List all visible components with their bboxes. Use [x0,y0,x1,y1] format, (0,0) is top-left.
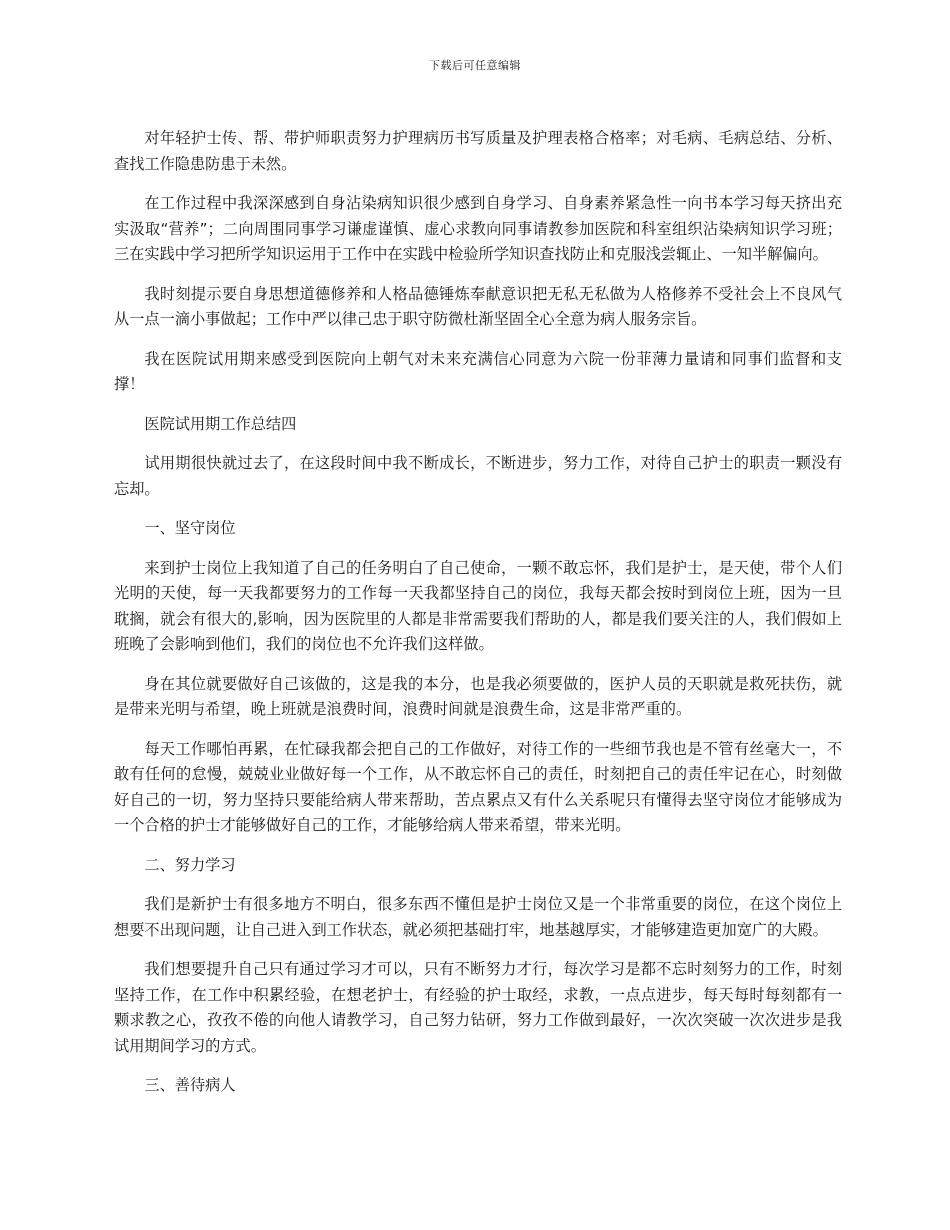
paragraph: 对年轻护士传、帮、带护师职责努力护理病历书写质量及护理表格合格率；对毛病、毛病总结、分析、查找工作隐患防患于未然。 [114,129,842,173]
paragraph: 身在其位就要做好自己该做的，这是我的本分，也是我必须要做的，医护人员的天职就是救死扶伤，就是带来光明与希望，晚上班就是浪费时间，浪费时间就是浪费生命，这是非常严重的。 [114,674,842,718]
paragraph: 试用期很快就过去了，在这段时间中我不断成长，不断进步，努力工作，对待自己护士的职责一颗没有忘却。 [114,454,842,498]
paragraph: 我们是新护士有很多地方不明白，很多东西不懂但是护士岗位又是一个非常重要的岗位，在这个岗位上想要不出现问题，让自己进入到工作状态，就必须把基础打牢，地基越厚实，才能够建造更加宽广的大殿。 [114,895,842,939]
paragraph: 在工作过程中我深深感到自身沾染病知识很少感到自身学习、自身素养紧急性一向书本学习每天挤出充实汲取“营养”；二向周围同事学习谦虚谨慎、虚心求教向同事请教参加医院和科室组织沾染病知识学习班；三在实践中学习把所学知识运用于工作中在实践中检验所学知识查找防止和克服浅尝辄止、一知半解偏向。 [114,194,842,263]
section-heading: 二、努力学习 [144,855,236,874]
paragraph: 来到护士岗位上我知道了自己的任务明白了自己使命，一颗不敢忘怀，我们是护士，是天使，带个人们光明的天使，每一天我都要努力的工作每一天我都坚持自己的岗位，我每天都会按时到岗位上班，因为一旦耽搁，就会有很大的,影响，因为医院里的人都是非常需要我们帮助的人，都是我们要关注的人，我们假如上班晚了会影响到他们，我们的岗位也不允许我们这样做。 [114,558,842,653]
paragraph: 我在医院试用期来感受到医院向上朝气对未来充满信心同意为六院一份菲薄力量请和同事们监督和支撑！ [114,349,842,393]
section-heading: 一、坚守岗位 [144,519,236,537]
paragraph: 我时刻提示要自身思想道德修养和人格品德锤炼奉献意识把无私无私做为人格修养不受社会上不良风气从一点一滴小事做起；工作中严以律己忠于职守防微杜渐坚固全心全意为病人服务宗旨。 [114,284,842,328]
section-title: 医院试用期工作总结四 [144,414,297,433]
paragraph: 我们想要提升自己只有通过学习才可以，只有不断努力才行，每次学习是都不忘时刻努力的工作，时刻坚持工作，在工作中积累经验，在想老护士，有经验的护士取经，求教，一点点进步，每天每时每刻都有一颗求教之心，孜孜不倦的向他人请教学习，自己努力钻研，努力工作做到最好，一次次突破一次次进步是我试用期间学习的方式。 [114,960,842,1055]
page-header: 下载后可任意编辑 [429,59,521,72]
section-heading: 三、善待病人 [144,1076,236,1094]
paragraph: 每天工作哪怕再累，在忙碌我都会把自己的工作做好，对待工作的一些细节我也是不管有丝毫大一，不敢有任何的怠慢，兢兢业业做好每一个工作，从不敢忘怀自己的责任，时刻把自己的责任牢记在心，时刻做好自己的一切，努力坚持只要能给病人带来帮助，苦点累点又有什么关系呢只有懂得去坚守岗位才能够成为一个合格的护士才能够做好自己的工作，才能够给病人带来希望，带来光明。 [114,739,842,834]
document-body [114,126,842,1113]
